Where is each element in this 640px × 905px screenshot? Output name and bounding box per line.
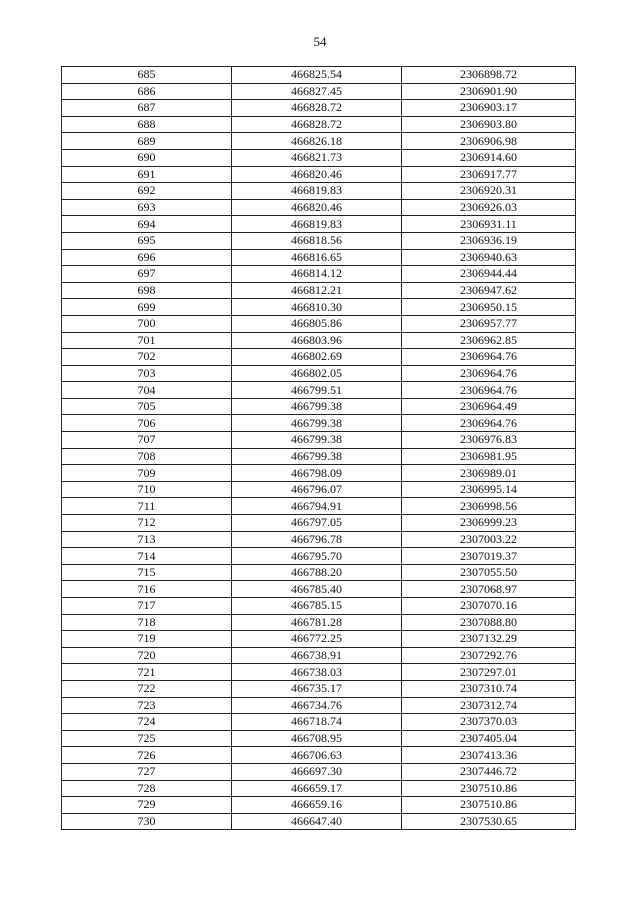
- y-coordinate-cell: 2306947.62: [402, 282, 576, 299]
- x-coordinate-cell: 466738.03: [232, 664, 402, 681]
- point-number-cell: 725: [62, 730, 232, 747]
- point-number-cell: 692: [62, 183, 232, 200]
- y-coordinate-cell: 2307003.22: [402, 531, 576, 548]
- table-row: [62, 598, 576, 615]
- x-coordinate-cell: 466785.40: [232, 581, 402, 598]
- point-number-cell: 698: [62, 282, 232, 299]
- table-row: [62, 83, 576, 100]
- x-coordinate-cell: 466827.45: [232, 83, 402, 100]
- y-coordinate-cell: 2307088.80: [402, 614, 576, 631]
- y-coordinate-cell: 2307530.65: [402, 813, 576, 830]
- y-coordinate-cell: 2307405.04: [402, 730, 576, 747]
- x-coordinate-cell: 466810.30: [232, 299, 402, 316]
- table-row: [62, 797, 576, 814]
- table-row: [62, 647, 576, 664]
- y-coordinate-cell: 2306981.95: [402, 448, 576, 465]
- x-coordinate-cell: 466826.18: [232, 133, 402, 150]
- table-row: [62, 515, 576, 532]
- table-row: [62, 432, 576, 449]
- point-number-cell: 720: [62, 647, 232, 664]
- y-coordinate-cell: 2307310.74: [402, 680, 576, 697]
- y-coordinate-cell: 2306906.98: [402, 133, 576, 150]
- point-number-cell: 686: [62, 83, 232, 100]
- table-row: [62, 100, 576, 117]
- table-row: [62, 481, 576, 498]
- x-coordinate-cell: 466799.38: [232, 398, 402, 415]
- y-coordinate-cell: 2306976.83: [402, 432, 576, 449]
- table-row: [62, 199, 576, 216]
- point-number-cell: 719: [62, 631, 232, 648]
- x-coordinate-cell: 466802.05: [232, 365, 402, 382]
- y-coordinate-cell: 2307132.29: [402, 631, 576, 648]
- y-coordinate-cell: 2306964.76: [402, 365, 576, 382]
- x-coordinate-cell: 466785.15: [232, 598, 402, 615]
- table-row: [62, 747, 576, 764]
- coordinate-table: [61, 66, 576, 830]
- point-number-cell: 727: [62, 763, 232, 780]
- x-coordinate-cell: 466795.70: [232, 548, 402, 565]
- point-number-cell: 717: [62, 598, 232, 615]
- x-coordinate-cell: 466647.40: [232, 813, 402, 830]
- y-coordinate-cell: 2306931.11: [402, 216, 576, 233]
- point-number-cell: 712: [62, 515, 232, 532]
- x-coordinate-cell: 466818.56: [232, 232, 402, 249]
- point-number-cell: 723: [62, 697, 232, 714]
- point-number-cell: 703: [62, 365, 232, 382]
- x-coordinate-cell: 466708.95: [232, 730, 402, 747]
- x-coordinate-cell: 466819.83: [232, 183, 402, 200]
- y-coordinate-cell: 2306917.77: [402, 166, 576, 183]
- x-coordinate-cell: 466828.72: [232, 116, 402, 133]
- y-coordinate-cell: 2307510.86: [402, 780, 576, 797]
- x-coordinate-cell: 466799.51: [232, 382, 402, 399]
- point-number-cell: 708: [62, 448, 232, 465]
- point-number-cell: 718: [62, 614, 232, 631]
- y-coordinate-cell: 2306901.90: [402, 83, 576, 100]
- x-coordinate-cell: 466805.86: [232, 315, 402, 332]
- y-coordinate-cell: 2307413.36: [402, 747, 576, 764]
- x-coordinate-cell: 466814.12: [232, 266, 402, 283]
- x-coordinate-cell: 466794.91: [232, 498, 402, 515]
- table-row: [62, 149, 576, 166]
- table-row: [62, 398, 576, 415]
- table-row: [62, 730, 576, 747]
- table-row: [62, 299, 576, 316]
- table-row: [62, 332, 576, 349]
- x-coordinate-cell: 466788.20: [232, 564, 402, 581]
- point-number-cell: 710: [62, 481, 232, 498]
- x-coordinate-cell: 466697.30: [232, 763, 402, 780]
- x-coordinate-cell: 466796.07: [232, 481, 402, 498]
- coordinate-table-body: [62, 67, 576, 830]
- x-coordinate-cell: 466812.21: [232, 282, 402, 299]
- table-row: [62, 548, 576, 565]
- point-number-cell: 696: [62, 249, 232, 266]
- x-coordinate-cell: 466738.91: [232, 647, 402, 664]
- point-number-cell: 726: [62, 747, 232, 764]
- point-number-cell: 701: [62, 332, 232, 349]
- point-number-cell: 702: [62, 349, 232, 366]
- point-number-cell: 711: [62, 498, 232, 515]
- x-coordinate-cell: 466803.96: [232, 332, 402, 349]
- point-number-cell: 707: [62, 432, 232, 449]
- point-number-cell: 699: [62, 299, 232, 316]
- point-number-cell: 730: [62, 813, 232, 830]
- x-coordinate-cell: 466799.38: [232, 448, 402, 465]
- y-coordinate-cell: 2306964.49: [402, 398, 576, 415]
- table-row: [62, 631, 576, 648]
- x-coordinate-cell: 466802.69: [232, 349, 402, 366]
- point-number-cell: 691: [62, 166, 232, 183]
- table-row: [62, 714, 576, 731]
- table-row: [62, 465, 576, 482]
- y-coordinate-cell: 2306903.80: [402, 116, 576, 133]
- x-coordinate-cell: 466781.28: [232, 614, 402, 631]
- y-coordinate-cell: 2306898.72: [402, 67, 576, 84]
- y-coordinate-cell: 2306964.76: [402, 415, 576, 432]
- x-coordinate-cell: 466799.38: [232, 415, 402, 432]
- table-row: [62, 382, 576, 399]
- table-row: [62, 133, 576, 150]
- x-coordinate-cell: 466706.63: [232, 747, 402, 764]
- y-coordinate-cell: 2307297.01: [402, 664, 576, 681]
- point-number-cell: 722: [62, 680, 232, 697]
- y-coordinate-cell: 2306944.44: [402, 266, 576, 283]
- y-coordinate-cell: 2306998.56: [402, 498, 576, 515]
- table-row: [62, 664, 576, 681]
- y-coordinate-cell: 2306989.01: [402, 465, 576, 482]
- y-coordinate-cell: 2306957.77: [402, 315, 576, 332]
- table-row: [62, 183, 576, 200]
- point-number-cell: 709: [62, 465, 232, 482]
- point-number-cell: 688: [62, 116, 232, 133]
- y-coordinate-cell: 2306914.60: [402, 149, 576, 166]
- x-coordinate-cell: 466798.09: [232, 465, 402, 482]
- table-row: [62, 349, 576, 366]
- point-number-cell: 714: [62, 548, 232, 565]
- y-coordinate-cell: 2306999.23: [402, 515, 576, 532]
- y-coordinate-cell: 2307055.50: [402, 564, 576, 581]
- x-coordinate-cell: 466799.38: [232, 432, 402, 449]
- table-row: [62, 614, 576, 631]
- table-row: [62, 415, 576, 432]
- x-coordinate-cell: 466796.78: [232, 531, 402, 548]
- y-coordinate-cell: 2307370.03: [402, 714, 576, 731]
- table-row: [62, 249, 576, 266]
- table-row: [62, 780, 576, 797]
- point-number-cell: 695: [62, 232, 232, 249]
- point-number-cell: 687: [62, 100, 232, 117]
- table-row: [62, 166, 576, 183]
- y-coordinate-cell: 2306950.15: [402, 299, 576, 316]
- y-coordinate-cell: 2306964.76: [402, 382, 576, 399]
- table-row: [62, 813, 576, 830]
- y-coordinate-cell: 2307446.72: [402, 763, 576, 780]
- point-number-cell: 713: [62, 531, 232, 548]
- table-row: [62, 697, 576, 714]
- x-coordinate-cell: 466659.16: [232, 797, 402, 814]
- x-coordinate-cell: 466734.76: [232, 697, 402, 714]
- table-row: [62, 564, 576, 581]
- point-number-cell: 689: [62, 133, 232, 150]
- table-row: [62, 448, 576, 465]
- y-coordinate-cell: 2307312.74: [402, 697, 576, 714]
- point-number-cell: 694: [62, 216, 232, 233]
- point-number-cell: 721: [62, 664, 232, 681]
- table-row: [62, 282, 576, 299]
- x-coordinate-cell: 466820.46: [232, 166, 402, 183]
- point-number-cell: 724: [62, 714, 232, 731]
- table-row: [62, 266, 576, 283]
- y-coordinate-cell: 2306940.63: [402, 249, 576, 266]
- point-number-cell: 705: [62, 398, 232, 415]
- table-row: [62, 763, 576, 780]
- table-row: [62, 531, 576, 548]
- x-coordinate-cell: 466816.65: [232, 249, 402, 266]
- y-coordinate-cell: 2306920.31: [402, 183, 576, 200]
- y-coordinate-cell: 2306903.17: [402, 100, 576, 117]
- x-coordinate-cell: 466825.54: [232, 67, 402, 84]
- table-row: [62, 315, 576, 332]
- x-coordinate-cell: 466772.25: [232, 631, 402, 648]
- x-coordinate-cell: 466820.46: [232, 199, 402, 216]
- y-coordinate-cell: 2306962.85: [402, 332, 576, 349]
- table-row: [62, 365, 576, 382]
- x-coordinate-cell: 466828.72: [232, 100, 402, 117]
- point-number-cell: 729: [62, 797, 232, 814]
- y-coordinate-cell: 2307068.97: [402, 581, 576, 598]
- x-coordinate-cell: 466797.05: [232, 515, 402, 532]
- point-number-cell: 700: [62, 315, 232, 332]
- x-coordinate-cell: 466819.83: [232, 216, 402, 233]
- table-row: [62, 216, 576, 233]
- table-row: [62, 680, 576, 697]
- table-row: [62, 116, 576, 133]
- point-number-cell: 697: [62, 266, 232, 283]
- x-coordinate-cell: 466718.74: [232, 714, 402, 731]
- table-row: [62, 581, 576, 598]
- table-row: [62, 498, 576, 515]
- point-number-cell: 728: [62, 780, 232, 797]
- y-coordinate-cell: 2307292.76: [402, 647, 576, 664]
- table-row: [62, 67, 576, 84]
- page-number: 54: [313, 34, 327, 49]
- point-number-cell: 716: [62, 581, 232, 598]
- point-number-cell: 706: [62, 415, 232, 432]
- x-coordinate-cell: 466821.73: [232, 149, 402, 166]
- y-coordinate-cell: 2307019.37: [402, 548, 576, 565]
- y-coordinate-cell: 2306995.14: [402, 481, 576, 498]
- point-number-cell: 704: [62, 382, 232, 399]
- y-coordinate-cell: 2307510.86: [402, 797, 576, 814]
- point-number-cell: 685: [62, 67, 232, 84]
- y-coordinate-cell: 2307070.16: [402, 598, 576, 615]
- x-coordinate-cell: 466659.17: [232, 780, 402, 797]
- y-coordinate-cell: 2306926.03: [402, 199, 576, 216]
- x-coordinate-cell: 466735.17: [232, 680, 402, 697]
- y-coordinate-cell: 2306936.19: [402, 232, 576, 249]
- table-row: [62, 232, 576, 249]
- y-coordinate-cell: 2306964.76: [402, 349, 576, 366]
- point-number-cell: 715: [62, 564, 232, 581]
- point-number-cell: 693: [62, 199, 232, 216]
- point-number-cell: 690: [62, 149, 232, 166]
